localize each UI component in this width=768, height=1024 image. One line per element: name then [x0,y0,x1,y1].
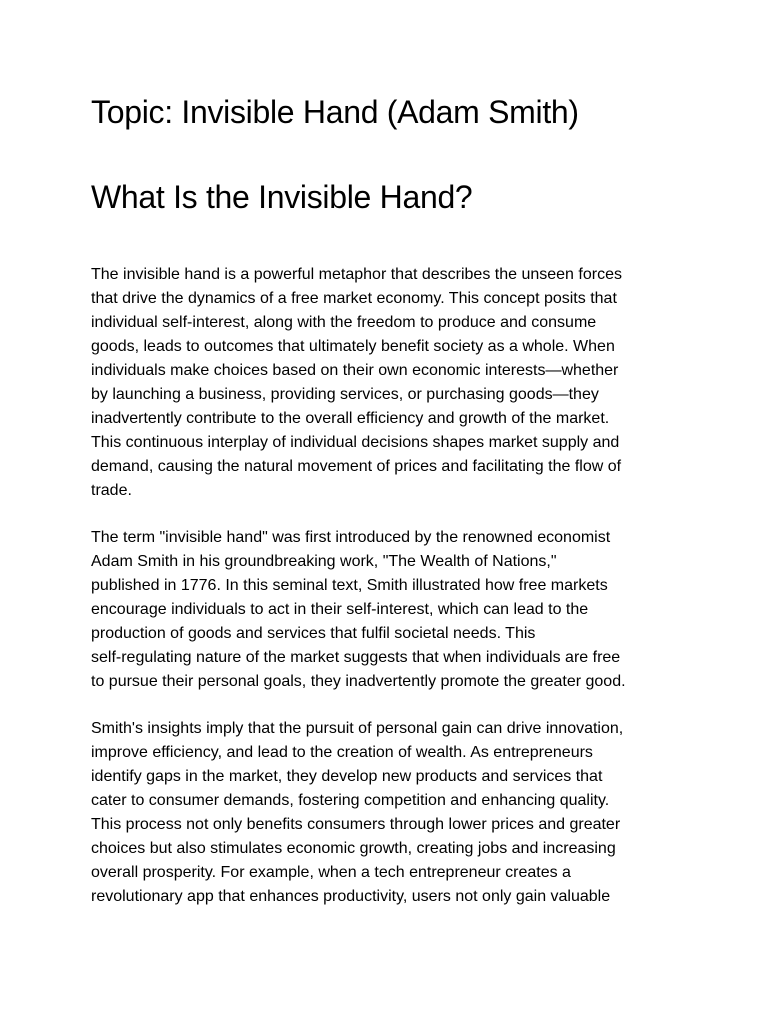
text-line: production of goods and services that fulfil societal needs. This [91,625,536,642]
document-body [91,263,691,909]
text-line: individuals make choices based on their own economic interests—whether [91,362,619,379]
document-content [91,93,691,932]
paragraph-2 [91,526,691,694]
text-line: cater to consumer demands, fostering competition and enhancing quality. [91,792,610,809]
text-line: Adam Smith in his groundbreaking work, "The Wealth of Nations," [91,553,557,570]
text-line: to pursue their personal goals, they inadvertently promote the greater good. [91,673,626,690]
text-line: encourage individuals to act in their self-interest, which can lead to the [91,601,589,618]
text-line: published in 1776. In this seminal text, Smith illustrated how free markets [91,577,608,594]
text-line: individual self-interest, along with the freedom to produce and consume [91,314,597,331]
document-title: Topic: Invisible Hand (Adam Smith) [91,94,579,130]
text-line: inadvertently contribute to the overall efficiency and growth of the market. [91,410,610,427]
text-line: Smith's insights imply that the pursuit of personal gain can drive innovation, [91,720,624,737]
section-heading: What Is the Invisible Hand? [91,179,473,215]
text-line: that drive the dynamics of a free market economy. This concept posits that [91,290,617,307]
text-line: self-regulating nature of the market suggests that when individuals are free [91,649,621,666]
paragraph-1 [91,263,691,503]
text-line: This continuous interplay of individual decisions shapes market supply and [91,434,620,451]
paragraph-3 [91,717,691,909]
text-line: demand, causing the natural movement of prices and facilitating the flow of [91,458,622,475]
text-line: choices but also stimulates economic growth, creating jobs and increasing [91,840,616,857]
text-line: The term "invisible hand" was first introduced by the renowned economist [91,529,611,546]
text-line: improve efficiency, and lead to the creation of wealth. As entrepreneurs [91,744,593,761]
text-line: identify gaps in the market, they develop new products and services that [91,768,603,785]
text-line: by launching a business, providing services, or purchasing goods—they [91,386,599,403]
text-line: revolutionary app that enhances productivity, users not only gain valuable [91,888,611,905]
text-line: goods, leads to outcomes that ultimately benefit society as a whole. When [91,338,615,355]
text-line: overall prosperity. For example, when a tech entrepreneur creates a [91,864,571,881]
text-line: This process not only benefits consumers through lower prices and greater [91,816,621,833]
text-line: The invisible hand is a powerful metaphor that describes the unseen forces [91,266,622,283]
text-line: trade. [91,482,132,499]
